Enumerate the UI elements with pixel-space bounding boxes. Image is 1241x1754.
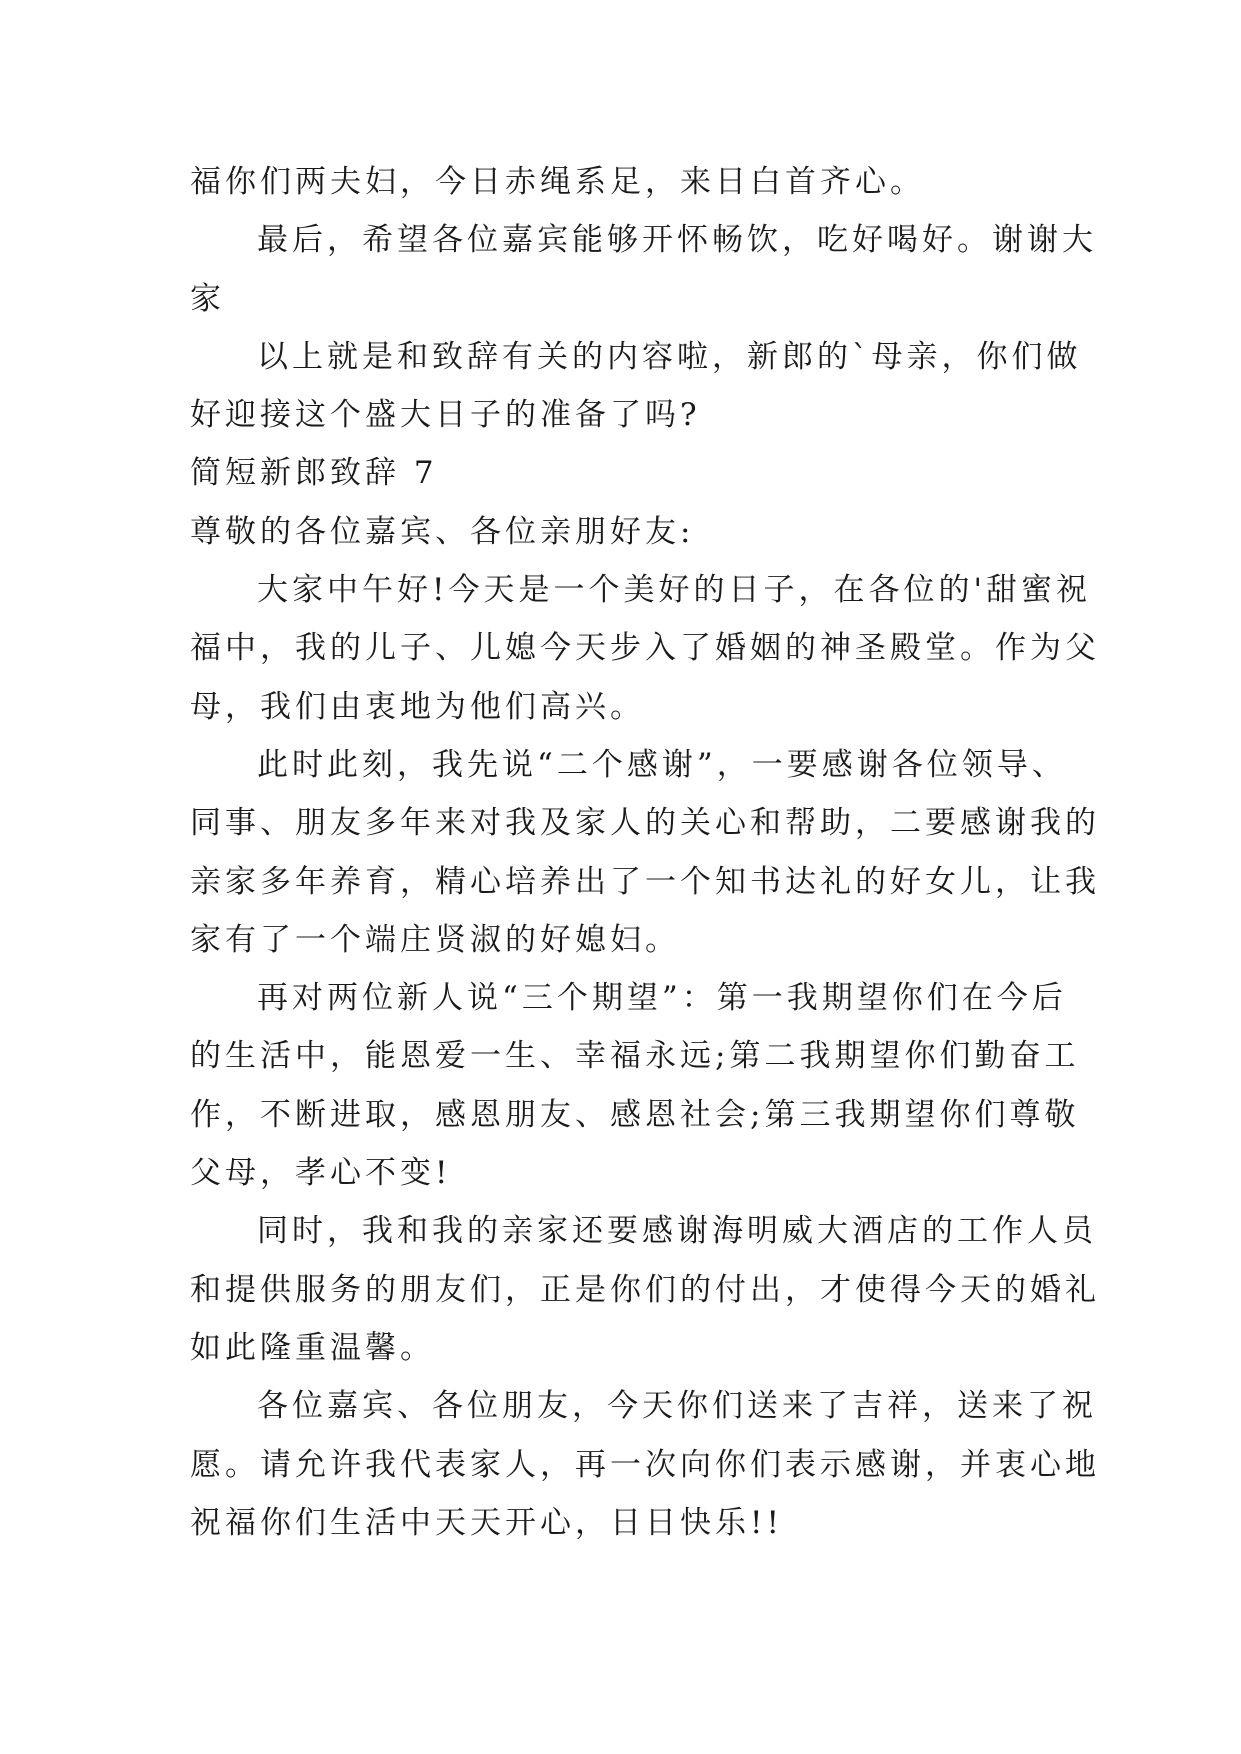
text-line: 和提供服务的朋友们，正是你们的付出，才使得今天的婚礼	[190, 1271, 1100, 1308]
section-heading: 简短新郎致辞 7	[190, 455, 438, 492]
text-line: 如此隆重温馨。	[190, 1329, 435, 1366]
text-line: 祝福你们生活中天天开心，日日快乐!!	[190, 1504, 783, 1541]
text-line: 好迎接这个盛大日子的准备了吗?	[190, 397, 701, 434]
text-line: 福你们两夫妇，今日赤绳系足，来日白首齐心。	[190, 164, 925, 200]
text-line: 家	[190, 280, 225, 317]
text-line: 同事、朋友多年来对我及家人的关心和帮助，二要感谢我的	[190, 805, 1100, 842]
text-line: 家有了一个端庄贤淑的好媳妇。	[190, 921, 680, 958]
text-line: 同时，我和我的亲家还要感谢海明威大酒店的工作人员	[257, 1213, 1097, 1250]
text-line: 以上就是和致辞有关的内容啦，新郎的`母亲，你们做	[257, 338, 1082, 375]
text-line: 福中，我的儿子、儿媳今天步入了婚姻的神圣殿堂。作为父	[190, 630, 1100, 667]
text-line: 大家中午好!今天是一个美好的日子，在各位的'甜蜜祝	[257, 572, 1091, 609]
text-line: 作，不断进取，感恩朋友、感恩社会;第三我期望你们尊敬	[190, 1096, 1080, 1133]
text-line: 母，我们由衷地为他们高兴。	[190, 688, 645, 725]
text-line: 父母，孝心不变!	[190, 1155, 452, 1192]
text-line: 的生活中，能恩爱一生、幸福永远;第二我期望你们勤奋工	[190, 1038, 1080, 1075]
text-line: 再对两位新人说“三个期望”：第一我期望你们在今后	[257, 980, 1067, 1017]
text-line: 亲家多年养育，精心培养出了一个知书达礼的好女儿，让我	[190, 863, 1100, 900]
text-line: 愿。请允许我代表家人，再一次向你们表示感谢，并衷心地	[190, 1446, 1100, 1483]
text-line: 最后，希望各位嘉宾能够开怀畅饮，吃好喝好。谢谢大	[257, 222, 1097, 259]
document-body	[190, 153, 1100, 1552]
text-line: 各位嘉宾、各位朋友，今天你们送来了吉祥，送来了祝	[257, 1388, 1097, 1425]
text-line: 此时此刻，我先说“二个感谢”，一要感谢各位领导、	[257, 746, 1067, 783]
salutation: 尊敬的各位嘉宾、各位亲朋好友:	[190, 513, 695, 550]
